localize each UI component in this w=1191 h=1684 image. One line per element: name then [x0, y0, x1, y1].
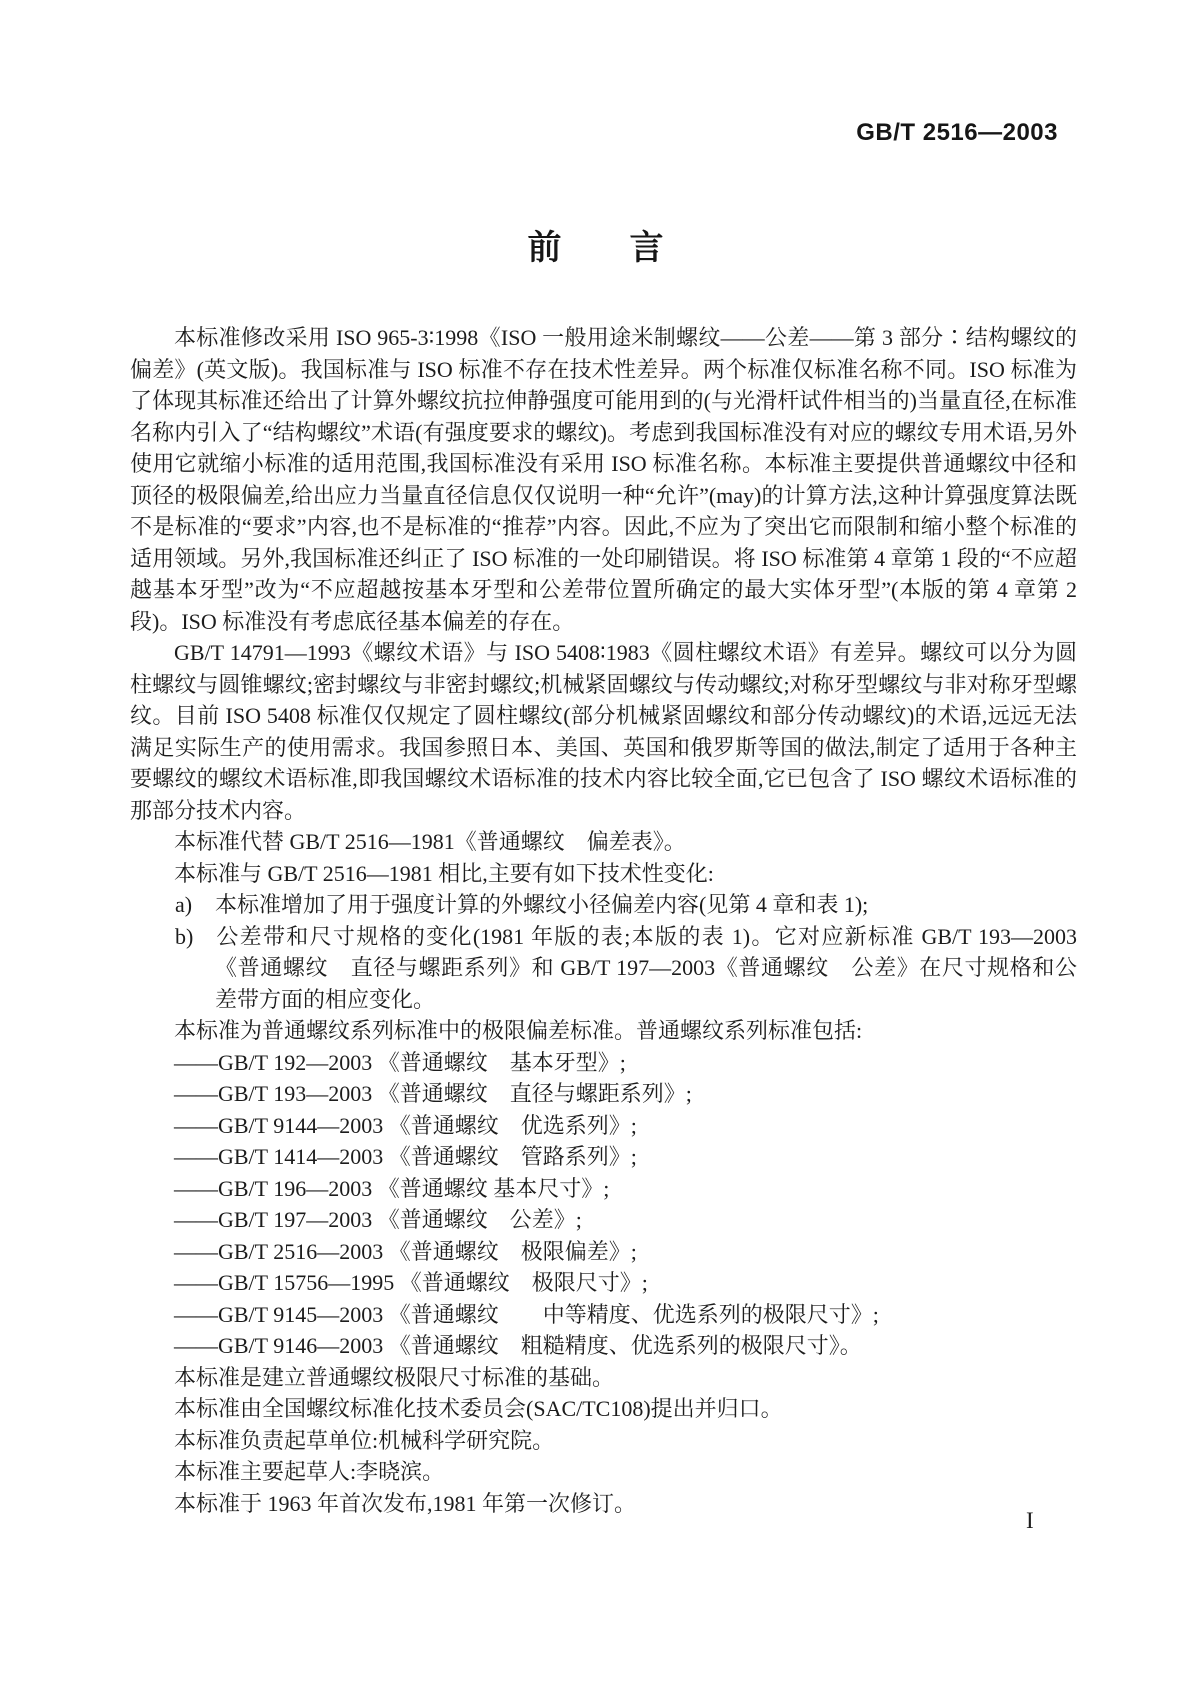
page-number: I — [1026, 1508, 1034, 1533]
change-item-label: b) — [175, 923, 194, 949]
foreword-body — [130, 322, 1077, 1519]
foreword-paragraph: GB/T 14791—1993《螺纹术语》与 ISO 5408∶1983《圆柱螺纹术语》有差异。螺纹可以分为圆柱螺纹与圆锥螺纹;密封螺纹与非密封螺纹;机械紧固螺纹与传动螺纹;对称牙型螺纹与非对称牙型螺纹。目前 ISO 5408 标准仅仅规定了圆柱螺纹(部分机械紧固螺纹和部分传动螺纹)的术语,远远无法满足实际生产的使用需求。我国参照日本、美国、英国和俄罗斯等国的做法,制定了适用于各种主要螺纹的螺纹术语标准,即我国螺纹术语标准的技术内容比较全面,它已包含了 ISO 螺纹术语标准的那部分技术内容。 — [130, 640, 1077, 823]
change-items — [130, 889, 1077, 1015]
series-standard-item: ——GB/T 193—2003 《普通螺纹 直径与螺距系列》; — [174, 1081, 692, 1106]
closing-paragraph: 本标准由全国螺纹标准化技术委员会(SAC/TC108)提出并归口。 — [174, 1396, 783, 1421]
change-item — [130, 921, 1077, 1016]
change-item-label: a) — [175, 892, 193, 917]
series-standard-item: ——GB/T 197—2003 《普通螺纹 公差》; — [174, 1207, 582, 1232]
change-item-text: 本标准增加了用于强度计算的外螺纹小径偏差内容(见第 4 章和表 1); — [215, 892, 869, 917]
series-standards-list — [130, 1047, 1077, 1362]
series-standard-item: ——GB/T 9144—2003 《普通螺纹 优选系列》; — [174, 1112, 637, 1138]
foreword-paragraph: 本标准代替 GB/T 2516—1981《普通螺纹 偏差表》。 — [174, 829, 686, 854]
closing-paragraph: 本标准于 1963 年首次发布,1981 年第一次修订。 — [174, 1490, 637, 1516]
closing-paragraph: 本标准是建立普通螺纹极限尺寸标准的基础。 — [174, 1364, 615, 1390]
change-item-text: 公差带和尺寸规格的变化(1981 年版的表;本版的表 1)。它对应新标准 GB/T 193—2003《普通螺纹 直径与螺距系列》和 GB/T 197—2003《普通螺纹 公差》在尺寸规格和公差带方面的相应变化。 — [215, 923, 1077, 1012]
foreword-paragraph: 本标准修改采用 ISO 965-3∶1998《ISO 一般用途米制螺纹——公差——第 3 部分∶结构螺纹的偏差》(英文版)。我国标准与 ISO 标准不存在技术性差异。两个标准仅标准名称不同。ISO 标准为了体现其标准还给出了计算外螺纹抗拉伸静强度可能用到的(与光滑杆试件相当的)当量直径,在标准名称内引入了“结构螺纹”术语(有强度要求的螺纹)。考虑到我国标准没有对应的螺纹专用术语,另外使用它就缩小标准的适用范围,我国标准没有采用 ISO 标准名称。本标准主要提供普通螺纹中径和顶径的极限偏差,给出应力当量直径信息仅仅说明一种“允许”(may)的计算方法,这种计算强度算法既不是标准的“要求”内容,也不是标准的“推荐”内容。因此,不应为了突出它而限制和缩小整个标准的适用领域。另外,我国标准还纠正了 ISO 标准的一处印刷错误。将 ISO 标准第 4 章第 1 段的“不应超越基本牙型”改为“不应超越按基本牙型和公差带位置所确定的最大实体牙型”(本版的第 4 章第 2 段)。ISO 标准没有考虑底径基本偏差的存在。 — [130, 325, 1077, 634]
closing-paragraph: 本标准主要起草人:李晓滨。 — [174, 1459, 445, 1484]
change-item — [130, 889, 1077, 921]
series-intro: 本标准为普通螺纹系列标准中的极限偏差标准。普通螺纹系列标准包括: — [174, 1018, 863, 1043]
closing-paragraph: 本标准负责起草单位:机械科学研究院。 — [174, 1427, 555, 1453]
closing-paragraphs — [130, 1362, 1077, 1520]
foreword-paragraph: 本标准与 GB/T 2516—1981 相比,主要有如下技术性变化: — [174, 860, 714, 886]
series-standard-item: ——GB/T 9145—2003 《普通螺纹 中等精度、优选系列的极限尺寸》; — [174, 1301, 879, 1327]
series-standard-item: ——GB/T 2516—2003 《普通螺纹 极限偏差》; — [174, 1238, 637, 1264]
page-title: 前 言 — [527, 229, 664, 267]
series-standard-item: ——GB/T 15756—1995 《普通螺纹 极限尺寸》; — [174, 1270, 648, 1295]
series-standard-item: ——GB/T 1414—2003 《普通螺纹 管路系列》; — [174, 1144, 637, 1169]
series-standard-item: ——GB/T 9146—2003 《普通螺纹 粗糙精度、优选系列的极限尺寸》。 — [174, 1333, 862, 1358]
intro-paragraphs — [130, 322, 1077, 889]
series-standard-item: ——GB/T 192—2003 《普通螺纹 基本牙型》; — [174, 1049, 626, 1075]
standard-code: GB/T 2516—2003 — [856, 119, 1058, 146]
series-standard-item: ——GB/T 196—2003 《普通螺纹 基本尺寸》; — [174, 1175, 610, 1201]
